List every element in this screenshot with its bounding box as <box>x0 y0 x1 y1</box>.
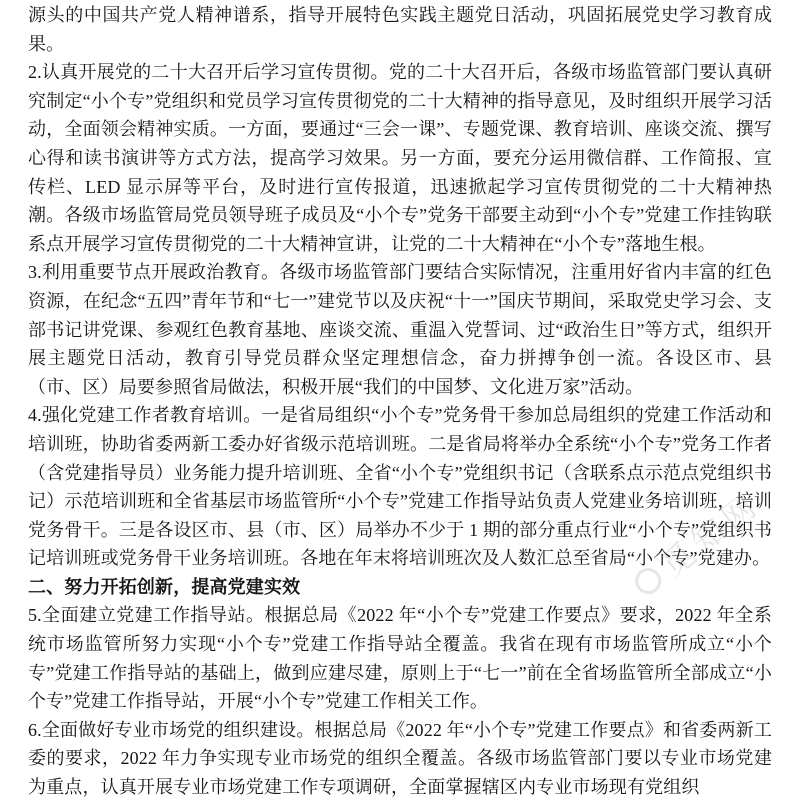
paragraph-continuation: 源头的中国共产党人精神谱系，指导开展特色实践主题党日活动，巩固拓展党史学习教育成果。 <box>28 5 772 54</box>
paragraph-item-3: 3.利用重要节点开展政治教育。各级市场监管部门要结合实际情况，注重用好省内丰富的红色资源，在纪念“五四”青年节和“七一”建党节以及庆祝“十一”国庆节期间，采取党史学习会、支部书记讲党课、参观红色教育基地、座谈交流、重温入党誓词、过“政治生日”等方式，组织开展主题党日活动，教育引导党员群众坚定理想信念，奋力拼搏争创一流。各设区市、县（市、区）局要参照省局做法，积极开展“我们的中国梦、文化进万家”活动。 <box>28 262 772 397</box>
paragraph-item-4: 4.强化党建工作者教育培训。一是省局组织“小个专”党务骨干参加总局组织的党建工作活动和培训班，协助省委两新工委办好省级示范培训班。二是省局将举办全系统“小个专”党务工作者（含党建指导员）业务能力提升培训班、全省“小个专”党组织书记（含联系点示范点党组织书记）示范培训班和全省基层市场监管所“小个专”党建工作指导站负责人党建业务培训班，培训党务骨干。三是各设区市、县（市、区）局举办不少于 1 期的部分重点行业“小个专”党组织书记培训班或党务骨干业务培训班。各地在年末将培训班次及人数汇总至省局“小个专”党建办。 <box>28 405 772 569</box>
section-heading: 二、努力开拓创新，提高党建实效 <box>28 576 301 597</box>
watermark-text: 觅知网 <box>654 485 767 584</box>
paragraph-item-5: 5.全面建立党建工作指导站。根据总局《2022 年“小个专”党建工作要点》要求，2022 年全系统市场监管所努力实现“小个专”党建工作指导站全覆盖。我省在现有市场监管所成立“小个专”党建工作指导站的基础上，做到应建尽建，原则上于“七一”前在全省场监管所全部成立“小个专”党建工作指导站，开展“小个专”党建工作相关工作。 <box>28 605 772 712</box>
paragraph-item-6: 6.全面做好专业市场党的组织建设。根据总局《2022 年“小个专”党建工作要点》和省委两新工委的要求，2022 年力争实现专业市场党的组织全覆盖。各级市场监管部门要以专业市场党建为重点，认真开展专业市场党建工作专项调研，全面掌握辖区内专业市场现有党组织 <box>28 719 772 798</box>
document-content <box>28 1 772 800</box>
paragraph-item-2: 2.认真开展党的二十大召开后学习宣传贯彻。党的二十大召开后，各级市场监管部门要认真研究制定“小个专”党组织和党员学习宣传贯彻党的二十大精神的指导意见，及时组织开展学习活动，全面领会精神实质。一方面，要通过“三会一课”、专题党课、教育培训、座谈交流、撰写心得和读书演讲等方式方法，提高学习效果。另一方面，要充分运用微信群、工作简报、宣传栏、LED 显示屏等平台，及时进行宣传报道，迅速掀起学习宣传贯彻党的二十大精神热潮。各级市场监管局党员领导班子成员及“小个专”党务干部要主动到“小个专”党建工作挂钩联系点开展学习宣传贯彻党的二十大精神宣讲，让党的二十大精神在“小个专”落地生根。 <box>28 62 772 254</box>
